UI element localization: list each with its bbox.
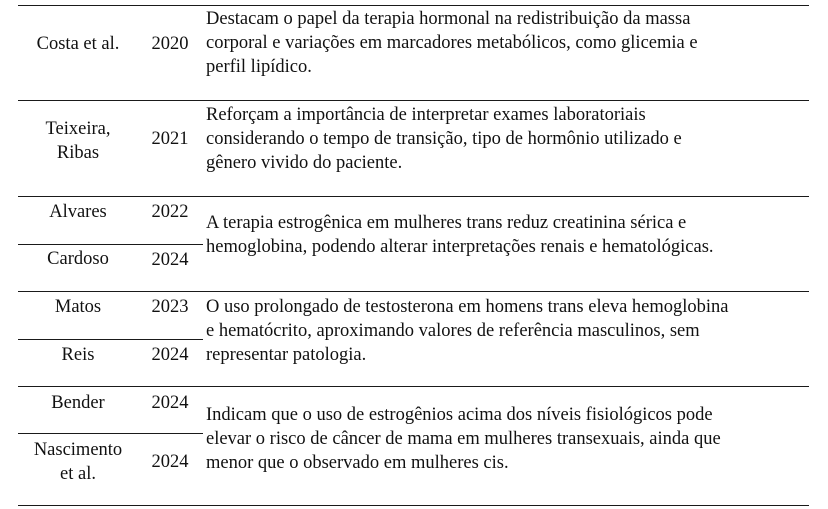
table-rule [18,196,809,197]
year-cell: 2024 [151,250,189,270]
table-rule [18,386,809,387]
finding-line: hemoglobina, podendo alterar interpretações renais e hematológicas. [206,237,714,257]
finding-line: O uso prolongado de testosterona em homens trans eleva hemoglobina [206,297,729,317]
table-subrule [18,244,203,245]
year-cell: 2022 [151,202,189,222]
author-line: et al. [60,464,96,484]
author-cell: Bender [51,393,105,413]
author-cell: Costa et al. [36,34,120,54]
year-cell: 2024 [151,393,189,413]
table-rule [18,505,809,506]
finding-cell [206,295,806,367]
finding-line: e hematócrito, aproximando valores de referência masculinos, sem [206,321,700,341]
author-cell [18,117,138,165]
author-line: Nascimento [33,440,123,460]
finding-line: corporal e variações em marcadores metabólicos, como glicemia e [206,33,698,53]
finding-line: considerando o tempo de transição, tipo de hormônio utilizado e [206,129,682,149]
table-rule [18,100,809,101]
finding-line: Destacam o papel da terapia hormonal na redistribuição da massa [206,9,691,29]
year-cell: 2024 [151,452,189,472]
finding-line: A terapia estrogênica em mulheres trans reduz creatinina sérica e [206,213,687,233]
author-cell: Alvares [49,202,107,222]
finding-cell [206,403,806,475]
author-cell: Matos [54,297,102,317]
finding-cell [206,103,806,175]
author-line: Ribas [56,143,100,163]
year-cell: 2023 [151,297,189,317]
finding-line: Indicam que o uso de estrogênios acima dos níveis fisiológicos pode [206,405,713,425]
finding-line: menor que o observado em mulheres cis. [206,453,509,473]
table-rule [18,291,809,292]
finding-cell [206,7,806,79]
finding-line: Reforçam a importância de interpretar exames laboratoriais [206,105,646,125]
year-cell: 2020 [151,34,189,54]
finding-line: elevar o risco de câncer de mama em mulheres transexuais, ainda que [206,429,721,449]
author-cell: Reis [61,345,95,365]
author-cell [18,438,138,486]
finding-line: perfil lipídico. [206,57,312,77]
year-cell: 2021 [151,129,189,149]
finding-cell [206,211,806,259]
table-rule [18,5,809,6]
year-cell: 2024 [151,345,189,365]
finding-line: representar patologia. [206,345,367,365]
author-cell: Cardoso [47,249,109,269]
author-line: Teixeira, [45,119,111,139]
table-subrule [18,433,203,434]
table-subrule [18,339,203,340]
finding-line: gênero vivido do paciente. [206,153,403,173]
